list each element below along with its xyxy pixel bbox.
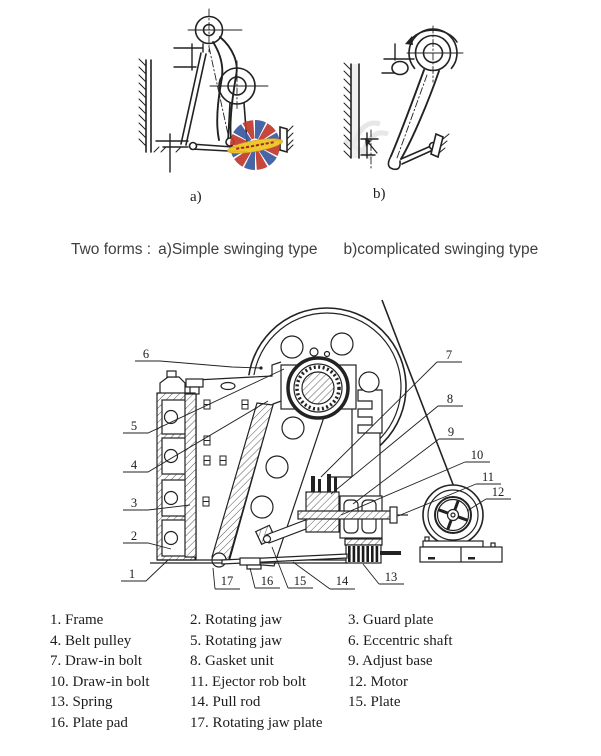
caption-type-b: b)complicated swinging type <box>343 241 539 258</box>
callout-9: 9 <box>447 424 455 439</box>
callout-2: 2 <box>130 528 138 543</box>
part-item-2: 2. Rotating jaw <box>190 612 283 628</box>
part-item-9: 9. Adjust base <box>348 653 433 669</box>
part-item-6: 6. Eccentric shaft <box>348 632 453 649</box>
callout-12: 12 <box>491 484 505 499</box>
callout-17: 17 <box>220 573 234 588</box>
part-item-11: 11. Ejector rob bolt <box>190 673 307 690</box>
callout-4: 4 <box>130 457 138 472</box>
callout-13: 13 <box>384 569 398 584</box>
plate <box>240 558 260 565</box>
diagram-b-complicated-swinging <box>335 10 480 185</box>
part-item-5: 5. Rotating jaw <box>190 632 283 649</box>
watermark-logo <box>226 120 283 170</box>
callout-3: 3 <box>130 495 138 510</box>
part-item-7: 7. Draw-in bolt <box>50 653 143 669</box>
part-item-4: 4. Belt pulley <box>50 632 132 649</box>
crusher-section-diagram <box>80 285 525 600</box>
callout-5: 5 <box>130 418 138 433</box>
figure-caption <box>71 241 538 259</box>
callout-16: 16 <box>260 573 274 588</box>
callout-6: 6 <box>142 346 150 361</box>
motor-pulley <box>423 485 483 545</box>
diagram-a-simple-swinging <box>125 5 305 185</box>
part-item-3: 3. Guard plate <box>348 612 434 628</box>
callout-10: 10 <box>470 447 484 462</box>
plate-pad <box>247 565 261 569</box>
part-item-15: 15. Plate <box>348 694 401 710</box>
part-item-10: 10. Draw-in bolt <box>50 673 150 690</box>
callout-7: 7 <box>445 347 453 362</box>
part-item-17: 17. Rotating jaw plate <box>190 714 323 731</box>
motor-base <box>420 537 502 562</box>
caption-prefix: Two forms : <box>71 241 152 258</box>
guard-plate-stack <box>157 393 196 560</box>
callout-11: 11 <box>481 469 495 484</box>
caption-type-a: a)Simple swinging type <box>158 241 318 258</box>
callout-15: 15 <box>293 573 307 588</box>
part-item-13: 13. Spring <box>50 694 113 710</box>
spring <box>345 539 401 563</box>
diagram-a-label: a) <box>190 189 202 205</box>
callout-8: 8 <box>446 391 454 406</box>
part-item-8: 8. Gasket unit <box>190 653 274 669</box>
callout-1: 1 <box>128 566 136 581</box>
diagram-b-label: b) <box>373 186 386 202</box>
parts-list <box>50 612 590 735</box>
side-bracket <box>358 390 382 433</box>
callout-14: 14 <box>335 573 349 588</box>
part-item-16: 16. Plate pad <box>50 714 128 731</box>
part-item-12: 12. Motor <box>348 673 408 690</box>
part-item-1: 1. Frame <box>50 612 104 628</box>
part-item-14: 14. Pull rod <box>190 694 261 710</box>
